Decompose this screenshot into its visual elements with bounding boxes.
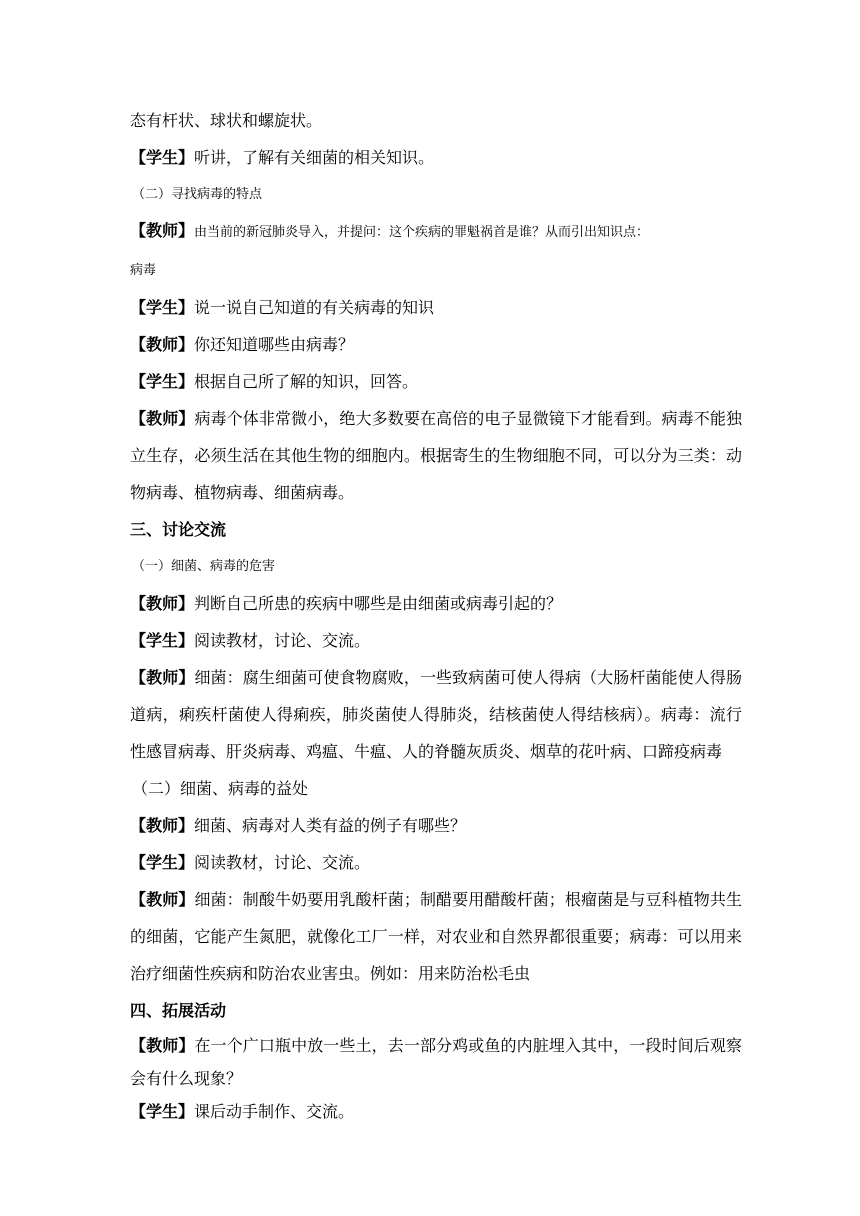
paragraph-text: 说一说自己知道的有关病毒的知识 xyxy=(194,298,435,317)
teacher-paragraph xyxy=(130,213,742,289)
teacher-line xyxy=(130,326,742,363)
teacher-paragraph xyxy=(130,881,742,992)
paragraph-text: 由当前的新冠肺炎导入，并提问：这个疾病的罪魁祸首是谁？从而引出知识点： xyxy=(194,225,650,240)
paragraph-text: 态有杆状、球状和螺旋状。 xyxy=(130,111,323,130)
student-line xyxy=(130,622,742,659)
student-line xyxy=(130,1095,742,1128)
paragraph-text: 在一个广口瓶中放一些土，去一部分鸡或鱼的内脏埋入其中，一段时间后观察会有什么现象？ xyxy=(130,1036,742,1088)
paragraph-text: 阅读教材，讨论、交流。 xyxy=(194,631,371,650)
subsection-heading xyxy=(132,770,742,807)
subsection-title: （二）寻找病毒的特点 xyxy=(132,187,263,202)
role-label: 【学生】 xyxy=(130,853,195,872)
role-label: 【教师】 xyxy=(130,668,195,687)
role-label: 【教师】 xyxy=(130,221,195,240)
paragraph-continuation xyxy=(130,102,742,139)
student-line xyxy=(130,363,742,400)
paragraph-text: 病毒个体非常微小，绝大多数要在高倍的电子显微镜下才能看到。病毒不能独立生存，必须生活在其他生物的细胞内。根据寄生的生物细胞不同，可以分为三类：动物病毒、植物病毒、细菌病毒。 xyxy=(130,409,742,502)
role-label: 【教师】 xyxy=(130,890,195,909)
section-title: 三、讨论交流 xyxy=(130,520,227,539)
teacher-paragraph xyxy=(130,400,742,511)
subsection-heading xyxy=(132,548,742,585)
section-heading xyxy=(130,992,742,1029)
paragraph-text: 课后动手制作、交流。 xyxy=(194,1102,355,1121)
paragraph-text: 阅读教材，讨论、交流。 xyxy=(194,853,371,872)
role-label: 【学生】 xyxy=(130,372,195,391)
role-label: 【学生】 xyxy=(130,631,195,650)
role-label: 【教师】 xyxy=(130,1036,195,1055)
paragraph-text-continued: 病毒 xyxy=(130,263,157,278)
document-page xyxy=(130,102,742,1128)
subsection-heading xyxy=(132,176,742,213)
paragraph-text: 根据自己所了解的知识，回答。 xyxy=(194,372,419,391)
teacher-paragraph xyxy=(130,659,742,770)
role-label: 【教师】 xyxy=(130,594,195,613)
teacher-line xyxy=(130,807,742,844)
student-line xyxy=(130,289,742,326)
subsection-title: （一）细菌、病毒的危害 xyxy=(132,559,276,574)
section-title: 四、拓展活动 xyxy=(130,1001,227,1020)
paragraph-text: 细菌、病毒对人类有益的例子有哪些？ xyxy=(194,816,467,835)
role-label: 【教师】 xyxy=(130,816,195,835)
section-heading xyxy=(130,511,742,548)
paragraph-text: 细菌：腐生细菌可使食物腐败，一些致病菌可使人得病（大肠杆菌能使人得肠道病，痢疾杆菌使人得痢疾，肺炎菌使人得肺炎，结核菌使人得结核病）。病毒：流行性感冒病毒、肝炎病毒、鸡瘟、牛瘟、人的脊髓灰质炎、烟草的花叶病、口蹄疫病毒 xyxy=(130,668,742,761)
paragraph-text: 细菌：制酸牛奶要用乳酸杆菌；制醋要用醋酸杆菌；根瘤菌是与豆科植物共生的细菌，它能产生氮肥，就像化工厂一样，对农业和自然界都很重要；病毒：可以用来治疗细菌性疾病和防治农业害虫。例如：用来防治松毛虫 xyxy=(130,890,742,983)
paragraph-text: 判断自己所患的疾病中哪些是由细菌或病毒引起的？ xyxy=(194,594,563,613)
role-label: 【学生】 xyxy=(130,1102,195,1121)
role-label: 【教师】 xyxy=(130,335,195,354)
subsection-title: （二）细菌、病毒的益处 xyxy=(132,779,309,798)
teacher-line xyxy=(130,585,742,622)
student-line xyxy=(130,844,742,881)
role-label: 【教师】 xyxy=(130,409,195,428)
paragraph-text: 听讲，了解有关细菌的相关知识。 xyxy=(194,148,435,167)
role-label: 【学生】 xyxy=(130,298,195,317)
paragraph-text: 你还知道哪些由病毒？ xyxy=(194,335,355,354)
role-label: 【学生】 xyxy=(130,148,195,167)
teacher-paragraph xyxy=(130,1029,742,1095)
student-line xyxy=(130,139,742,176)
